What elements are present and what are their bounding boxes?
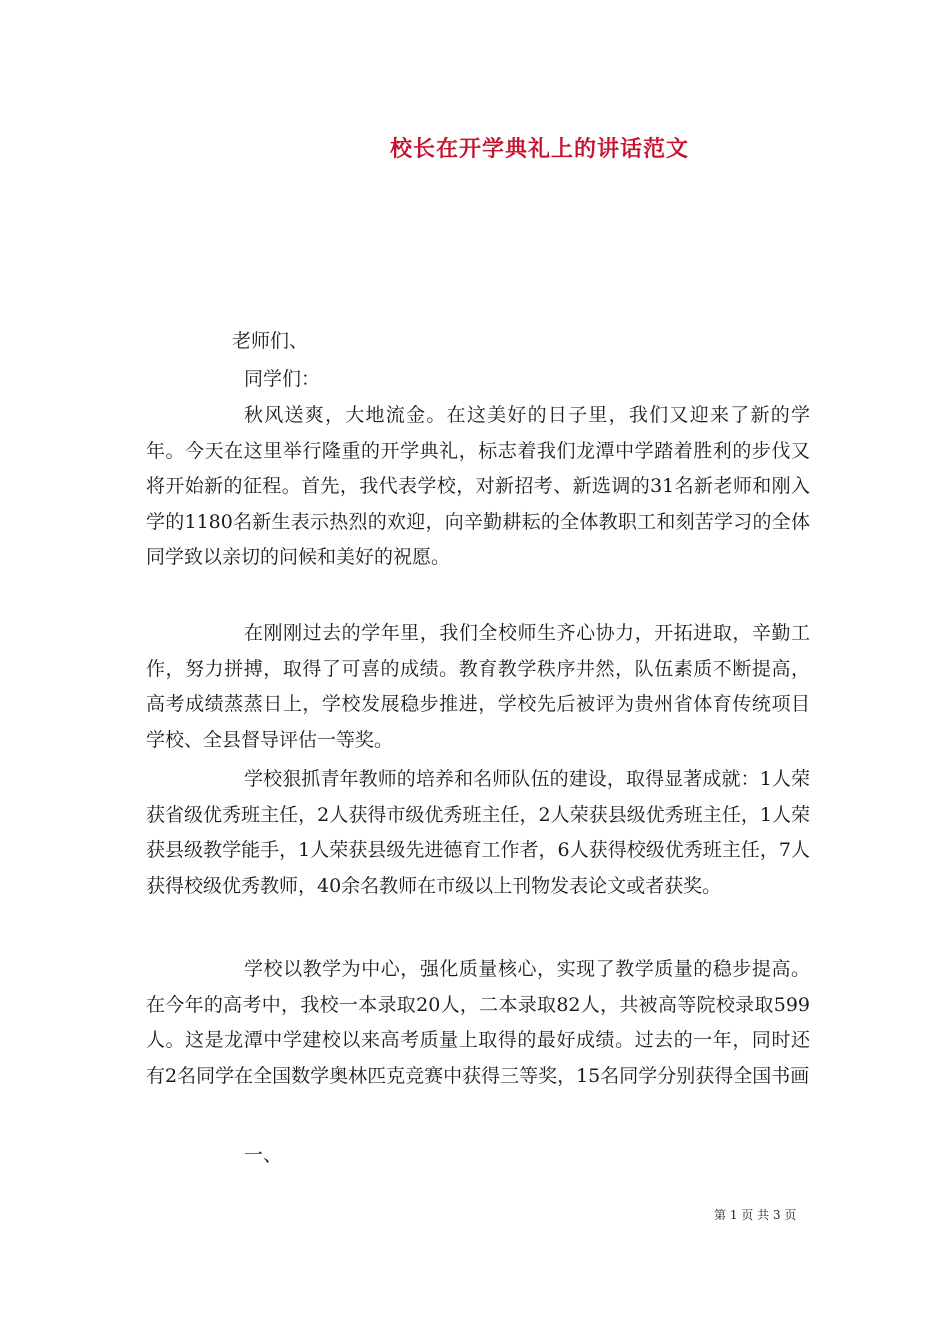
document-title: 校长在开学典礼上的讲话范文 [390,136,690,162]
section-marker: 一、 [244,1144,283,1166]
paragraph: 在刚刚过去的学年里，我们全校师生齐心协力，开拓进取，辛勤工作，努力拼搏，取得了可喜的成绩。教育教学秩序井然，队伍素质不断提高，高考成绩蒸蒸日上，学校发展稳步推进，学校先后被评为贵州省体育传统项目学校、全县督导评估一等奖。 [146,622,810,751]
paragraph: 学校以教学为中心，强化质量核心，实现了教学质量的稳步提高。在今年的高考中，我校一本录取20人，二本录取82人，共被高等院校录取599人。这是龙潭中学建校以来高考质量上取得的最好成绩。过去的一年，同时还有2名同学在全国数学奥林匹克竞赛中获得三等奖，15名同学分别获得全国书画 [146,958,810,1087]
salutation-teachers: 老师们、 [232,330,309,352]
paragraph: 学校狠抓青年教师的培养和名师队伍的建设，取得显著成就：1人荣获省级优秀班主任，2人获得市级优秀班主任，2人荣获县级优秀班主任，1人荣获县级教学能手，1人荣获县级先进德育工作者，6人获得校级优秀班主任，7人获得校级优秀教师，40余名教师在市级以上刊物发表论文或者获奖。 [146,768,810,897]
salutation-students: 同学们： [244,368,321,390]
page-number: 第 1 页 共 3 页 [714,1208,797,1222]
paragraph: 秋风送爽，大地流金。在这美好的日子里，我们又迎来了新的学年。今天在这里举行隆重的开学典礼，标志着我们龙潭中学踏着胜利的步伐又将开始新的征程。首先，我代表学校，对新招考、新选调的31名新老师和刚入学的1180名新生表示热烈的欢迎，向辛勤耕耘的全体教职工和刻苦学习的全体同学致以亲切的问候和美好的祝愿。 [146,404,810,568]
